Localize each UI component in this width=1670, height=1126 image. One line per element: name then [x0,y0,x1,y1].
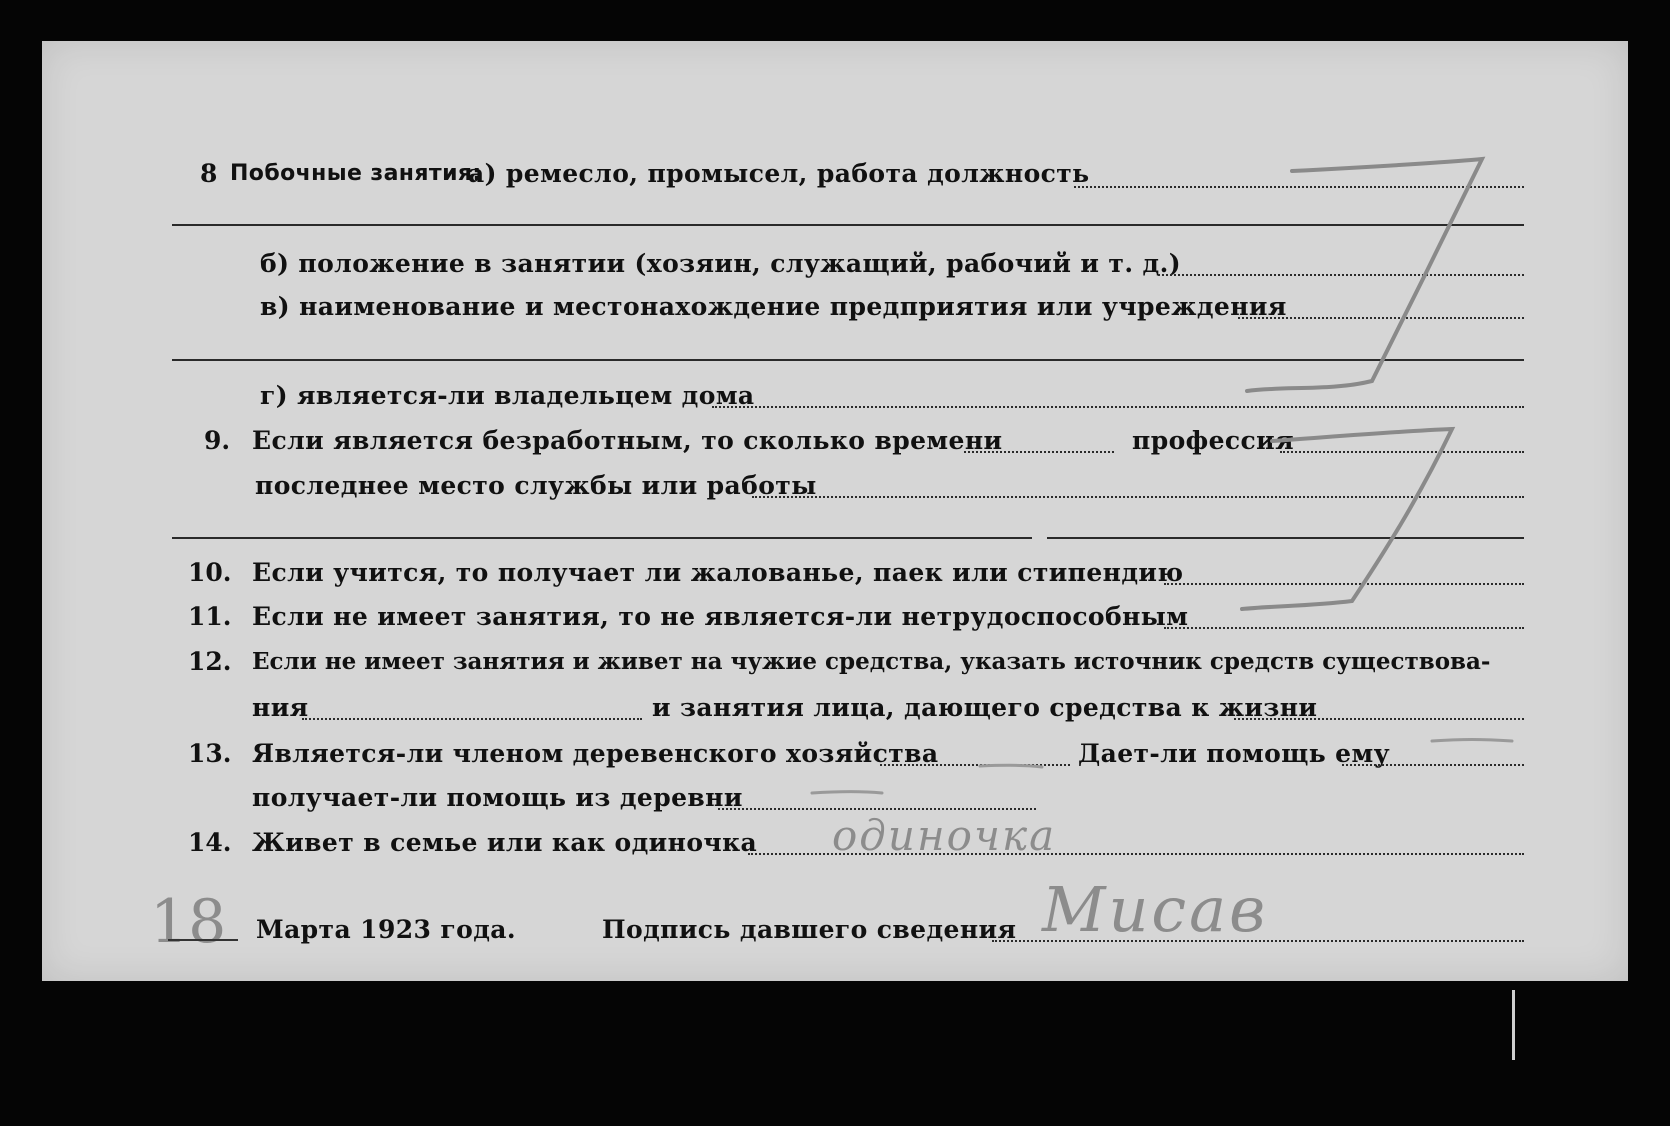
q13-line2-text: получает-ли помощь из деревни [252,783,743,812]
q12-line2b-text: и занятия лица, дающего средства к жизни [652,693,1318,722]
q11-number: 11. [188,602,232,631]
strike-dash-q13-member [980,765,1042,767]
q8-number: 8 [200,159,218,188]
strike-mark-lower [1242,429,1452,609]
q8-label: Побочные занятия: [230,161,482,186]
q12-number: 12. [188,647,232,676]
strike-dash-q13 [1432,740,1512,742]
q14-number: 14. [188,828,232,857]
film-edge-line [1512,990,1515,1060]
q13-number: 13. [188,739,232,768]
census-form-card [42,41,1628,981]
q9-line1-text: Если является безработным, то сколько времени [252,426,1003,455]
q9-line2-text: последнее место службы или работы [255,471,817,500]
q8-v-text: в) наименование и местонахождение предприятия или учреждения [260,292,1287,321]
q13-line1-text: Является-ли членом деревенского хозяйства [252,739,939,768]
q10-number: 10. [188,558,232,587]
q14-text: Живет в семье или как одиночка [252,828,758,857]
strike-dash-q13-village [812,792,882,794]
q12-line2a-text: ния [252,693,309,722]
q8-a-text: а) ремесло, промысел, работа должность [468,159,1090,188]
q14-handwritten-answer: одиночка [832,811,1057,860]
q8-b-text: б) положение в занятии (хозяин, служащий, рабочий и т. д.) [260,249,1181,278]
q11-text: Если не имеет занятия, то не является-ли нетрудоспособным [252,602,1189,631]
signature-label: Подпись давшего сведения [602,915,1017,944]
date-day-handwritten: 18 [150,887,227,957]
signature-handwritten: Мисав [1042,873,1269,946]
pencil-strike-marks [42,41,1628,981]
q9-profession-label: профессия [1132,426,1294,455]
q13-line1b-text: Дает-ли помощь ему [1078,739,1390,768]
q10-text: Если учится, то получает ли жалованье, паек или стипендию [252,558,1184,587]
q9-number: 9. [204,426,231,455]
strike-mark-upper [1247,159,1482,391]
q8-g-text: г) является-ли владельцем дома [260,381,755,410]
date-text: Марта 1923 года. [256,915,516,944]
q12-line1-text: Если не имеет занятия и живет на чужие средства, указать источник средств существова- [252,648,1491,675]
